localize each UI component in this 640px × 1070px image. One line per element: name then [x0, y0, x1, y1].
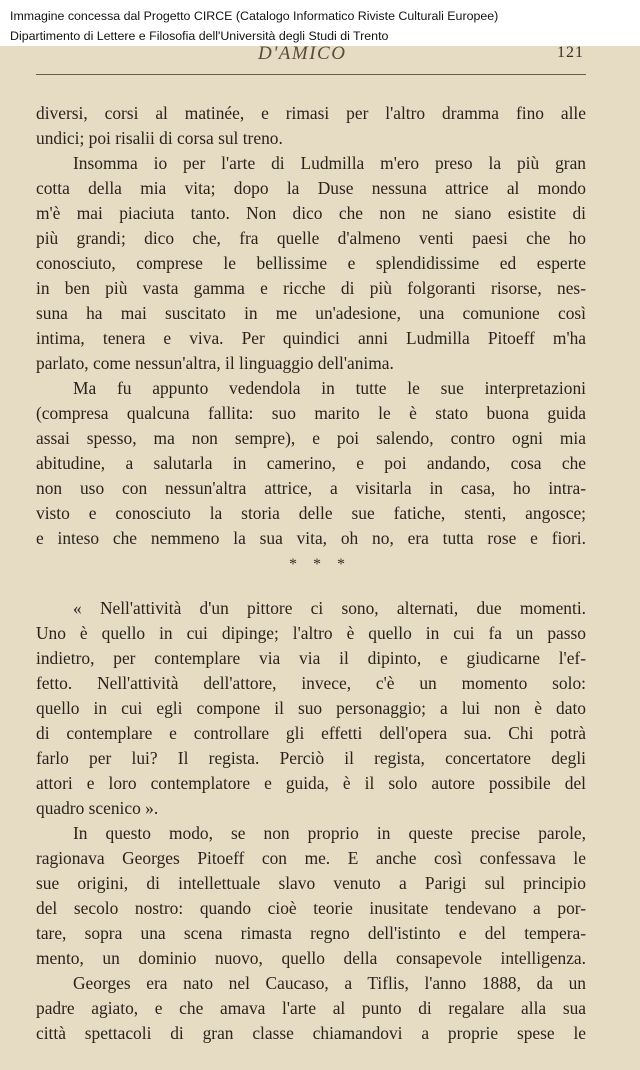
- text-line: abitudine, a salutarla in camerino, e poi andando, cosa che: [36, 453, 586, 473]
- text-line: e inteso che nemmeno la sua vita, oh no, era tutta rose e fiori.: [36, 528, 586, 548]
- text-line: m'è mai piaciuta tanto. Non dico che non ne siano esistite di: [36, 203, 586, 223]
- text-line: fetto. Nell'attività dell'attore, invece, c'è un momento solo:: [36, 673, 586, 693]
- text-line: diversi, corsi al matinée, e rimasi per l'altro dramma fino alle: [36, 103, 586, 123]
- text-line: assai spesso, ma non sempre), e poi salendo, contro ogni mia: [36, 428, 586, 448]
- text-line: del secolo nostro: quando cioè teorie inusitate tendevano a por-: [36, 898, 586, 918]
- text-line: farlo per lui? Il regista. Perciò il regista, concertatore degli: [36, 748, 586, 768]
- text-line: quadro scenico ».: [36, 798, 159, 818]
- section-separator: * * *: [289, 556, 351, 573]
- text-line: cotta della mia vita; dopo la Duse nessuna attrice al mondo: [36, 178, 586, 198]
- text-line: mento, un dominio nuovo, quello della consapevole intelligenza.: [36, 948, 586, 968]
- text-line: « Nell'attività d'un pittore ci sono, alternati, due momenti.: [73, 598, 586, 618]
- text-line: intima, tenera e viva. Per quindici anni Ludmilla Pitoeff m'ha: [36, 328, 586, 348]
- text-line: città spettacoli di gran classe chiamandovi a proprie spese le: [36, 1023, 586, 1043]
- text-line: (compresa qualcuna fallita: suo marito le è stato buona guida: [36, 403, 586, 423]
- credit-line-2: Dipartimento di Lettere e Filosofia dell'Università degli Studi di Trento: [10, 29, 389, 43]
- text-line: parlato, come nessun'altra, il linguaggio dell'anima.: [36, 353, 394, 373]
- text-line: Uno è quello in cui dipinge; l'altro è quello in cui fa un passo: [36, 623, 586, 643]
- text-line: undici; poi risalii di corsa sul treno.: [36, 128, 283, 148]
- text-line: Insomma io per l'arte di Ludmilla m'ero preso la più gran: [73, 153, 586, 173]
- text-line: tare, sopra una scena rimasta regno dell'istinto e del tempera-: [36, 923, 586, 943]
- running-header-author: D'AMICO: [258, 43, 347, 64]
- text-line: sue origini, di intellettuale slavo venuto a Parigi sul principio: [36, 873, 586, 893]
- text-line: di contemplare e controllare gli effetti dell'opera sua. Chi potrà: [36, 723, 586, 743]
- header-rule: [36, 74, 586, 75]
- text-line: Ma fu appunto vedendola in tutte le sue interpretazioni: [73, 378, 586, 398]
- text-line: quello in cui egli compone il suo personaggio; a lui non è dato: [36, 698, 586, 718]
- text-line: padre agiato, e che amava l'arte al punto di regalare alla sua: [36, 998, 586, 1018]
- text-line: indietro, per contemplare via via il dipinto, e giudicarne l'ef-: [36, 648, 586, 668]
- text-line: conosciuto, comprese le bellissime e splendidissime ed esperte: [36, 253, 586, 273]
- text-line: In questo modo, se non proprio in queste precise parole,: [73, 823, 586, 843]
- credit-line-1: Immagine concessa dal Progetto CIRCE (Catalogo Informatico Riviste Culturali Europee): [10, 9, 499, 23]
- text-line: in ben più vasta gamma e ricche di più folgoranti risorse, nes-: [36, 278, 586, 298]
- text-line: visto e conosciuto la storia delle sue fatiche, stenti, angosce;: [36, 503, 586, 523]
- image-credit-banner: [0, 0, 640, 46]
- text-line: attori e loro contemplatore e guida, è il solo autore possibile del: [36, 773, 586, 793]
- text-line: non uso con nessun'altra attrice, a visitarla in casa, ho intra-: [36, 478, 586, 498]
- page-number: 121: [557, 44, 584, 61]
- text-line: più grandi; dico che, fra quelle d'almeno venti paesi che ho: [36, 228, 586, 248]
- text-line: Georges era nato nel Caucaso, a Tiflis, l'anno 1888, da un: [73, 973, 586, 993]
- text-line: ragionava Georges Pitoeff con me. E anche così confessava le: [36, 848, 586, 868]
- text-line: suna ha mai suscitato in me un'adesione, una comunione così: [36, 303, 586, 323]
